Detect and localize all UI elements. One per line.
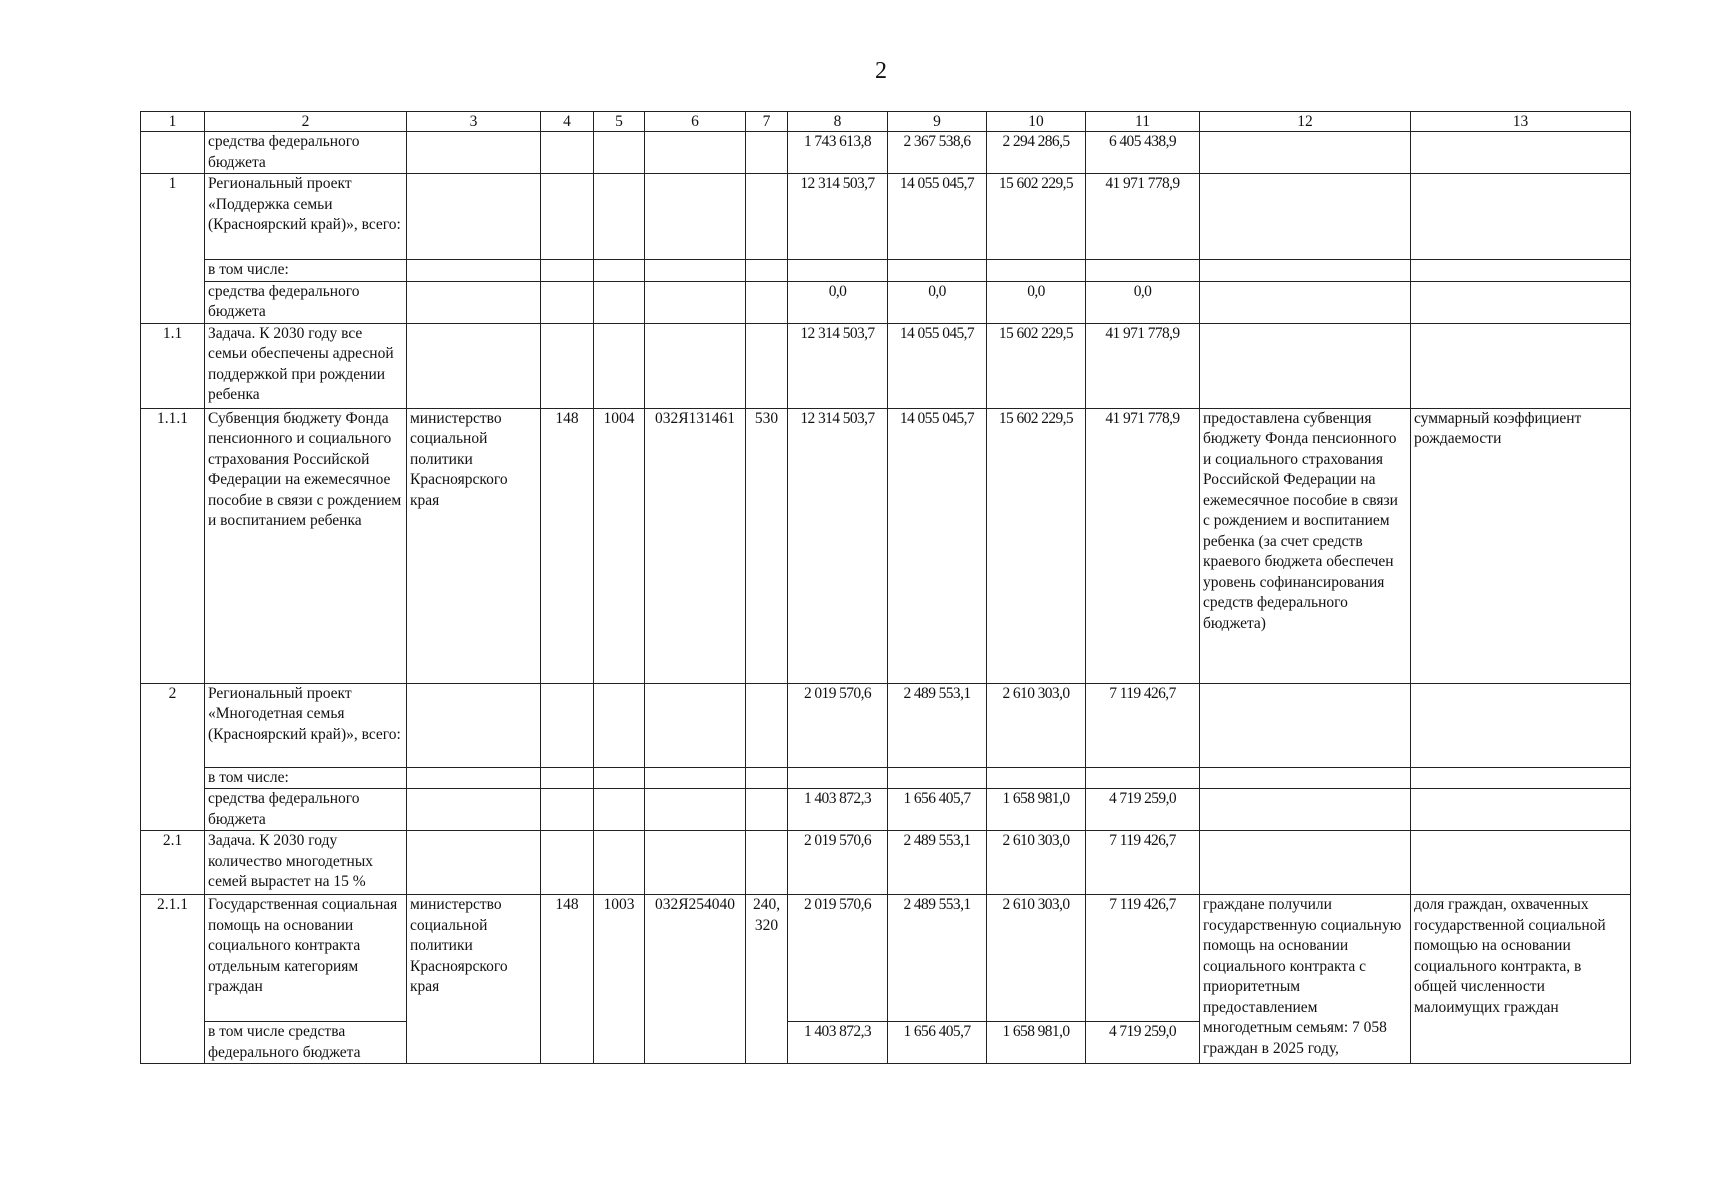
row-code: 1: [141, 174, 205, 324]
value-col10: 0,0: [987, 281, 1086, 323]
indicator: доля граждан, охваченных государственной социальной помощью на основании социального контракта, в общей численности малоимущих граждан: [1411, 895, 1631, 1064]
value-col11: 4 719 259,0: [1086, 1022, 1200, 1064]
value-col9: 2 489 553,1: [888, 895, 987, 1022]
table-row: [141, 174, 1631, 260]
value-col9: 2 489 553,1: [888, 831, 987, 895]
column-header: 9: [888, 112, 987, 132]
target-code: 032Я254040: [645, 895, 746, 1064]
value-col10: 15 602 229,5: [987, 323, 1086, 408]
table-row: [141, 408, 1631, 683]
section-code: 1003: [594, 895, 645, 1064]
row-name: в том числе:: [205, 767, 407, 789]
expense-type: 240, 320: [746, 895, 788, 1064]
table-row: [141, 683, 1631, 767]
value-col8: 2 019 570,6: [788, 831, 888, 895]
value-col10: 15 602 229,5: [987, 408, 1086, 683]
table-header-row: [141, 112, 1631, 132]
target-code: 032Я131461: [645, 408, 746, 683]
value-col9: 1 656 405,7: [888, 1022, 987, 1064]
table-row: [141, 132, 1631, 174]
grbs-code: 148: [541, 895, 594, 1064]
table-row: [141, 789, 1631, 831]
value-col9: 14 055 045,7: [888, 174, 987, 260]
value-col11: 41 971 778,9: [1086, 408, 1200, 683]
executor: министерство социальной политики Красноярского края: [407, 408, 541, 683]
value-col8: 1 403 872,3: [788, 789, 888, 831]
value-col9: 14 055 045,7: [888, 408, 987, 683]
value-col11: 4 719 259,0: [1086, 789, 1200, 831]
row-name: Задача. К 2030 году количество многодетных семей вырастет на 15 %: [205, 831, 407, 895]
budget-table: [140, 111, 1631, 1064]
row-name: в том числе:: [205, 260, 407, 282]
expected-result: предоставлена субвенция бюджету Фонда пенсионного и социального страхования Российской Федерации на ежемесячное пособие в связи с рождением и воспитанием ребенка (за счет средств краевого бюджета обеспечен уровень софинансирования средств федерального бюджета): [1200, 408, 1411, 683]
value-col11: 41 971 778,9: [1086, 323, 1200, 408]
row-name: Региональный проект «Поддержка семьи (Красноярский край)», всего:: [205, 174, 407, 260]
table-row: [141, 281, 1631, 323]
section-code: 1004: [594, 408, 645, 683]
value-col8: 1 743 613,8: [788, 132, 888, 174]
value-col11: 7 119 426,7: [1086, 683, 1200, 767]
value-col10: 2 610 303,0: [987, 683, 1086, 767]
value-col11: 6 405 438,9: [1086, 132, 1200, 174]
value-col10: 1 658 981,0: [987, 789, 1086, 831]
value-col10: 15 602 229,5: [987, 174, 1086, 260]
column-header: 2: [205, 112, 407, 132]
expense-type: 530: [746, 408, 788, 683]
row-code: 2: [141, 683, 205, 831]
value-col8: 2 019 570,6: [788, 895, 888, 1022]
column-header: 11: [1086, 112, 1200, 132]
page-number: 2: [875, 58, 887, 84]
expected-result: граждане получили государственную социальную помощь на основании социального контракта с приоритетным предоставлением многодетным семьям: 7 058 граждан в 2025 году,: [1200, 895, 1411, 1064]
value-col9: 0,0: [888, 281, 987, 323]
column-header: 4: [541, 112, 594, 132]
value-col8: 12 314 503,7: [788, 174, 888, 260]
value-col11: 41 971 778,9: [1086, 174, 1200, 260]
value-col8: 12 314 503,7: [788, 408, 888, 683]
value-col11: 0,0: [1086, 281, 1200, 323]
value-col11: 7 119 426,7: [1086, 831, 1200, 895]
column-header: 13: [1411, 112, 1631, 132]
table-row: [141, 260, 1631, 282]
column-header: 1: [141, 112, 205, 132]
row-name: Государственная социальная помощь на основании социального контракта отдельным категориям граждан: [205, 895, 407, 1022]
row-code: [141, 132, 205, 174]
table-row: [141, 895, 1631, 1022]
value-col10: 2 294 286,5: [987, 132, 1086, 174]
indicator: суммарный коэффициент рождаемости: [1411, 408, 1631, 683]
value-col9: 14 055 045,7: [888, 323, 987, 408]
value-col11: 7 119 426,7: [1086, 895, 1200, 1022]
row-name: средства федерального бюджета: [205, 132, 407, 174]
column-header: 3: [407, 112, 541, 132]
column-header: 7: [746, 112, 788, 132]
row-name: Региональный проект «Многодетная семья (Красноярский край)», всего:: [205, 683, 407, 767]
table-row: [141, 323, 1631, 408]
row-code: 2.1.1: [141, 895, 205, 1064]
column-header: 10: [987, 112, 1086, 132]
value-col9: 2 367 538,6: [888, 132, 987, 174]
row-name: Субвенция бюджету Фонда пенсионного и социального страхования Российской Федерации на ежемесячное пособие в связи с рождением и воспитанием ребенка: [205, 408, 407, 683]
row-code: 1.1.1: [141, 408, 205, 683]
row-name: в том числе средства федерального бюджета: [205, 1022, 407, 1064]
value-col10: 2 610 303,0: [987, 895, 1086, 1022]
value-col8: 1 403 872,3: [788, 1022, 888, 1064]
table-row: [141, 767, 1631, 789]
column-header: 5: [594, 112, 645, 132]
row-name: средства федерального бюджета: [205, 281, 407, 323]
value-col9: 1 656 405,7: [888, 789, 987, 831]
grbs-code: 148: [541, 408, 594, 683]
value-col8: 0,0: [788, 281, 888, 323]
value-col9: 2 489 553,1: [888, 683, 987, 767]
row-name: средства федерального бюджета: [205, 789, 407, 831]
column-header: 6: [645, 112, 746, 132]
value-col8: 12 314 503,7: [788, 323, 888, 408]
column-header: 8: [788, 112, 888, 132]
row-code: 2.1: [141, 831, 205, 895]
table-row: [141, 831, 1631, 895]
executor: министерство социальной политики Красноярского края: [407, 895, 541, 1064]
row-code: 1.1: [141, 323, 205, 408]
column-header: 12: [1200, 112, 1411, 132]
value-col8: 2 019 570,6: [788, 683, 888, 767]
value-col10: 2 610 303,0: [987, 831, 1086, 895]
value-col10: 1 658 981,0: [987, 1022, 1086, 1064]
row-name: Задача. К 2030 году все семьи обеспечены адресной поддержкой при рождении ребенка: [205, 323, 407, 408]
